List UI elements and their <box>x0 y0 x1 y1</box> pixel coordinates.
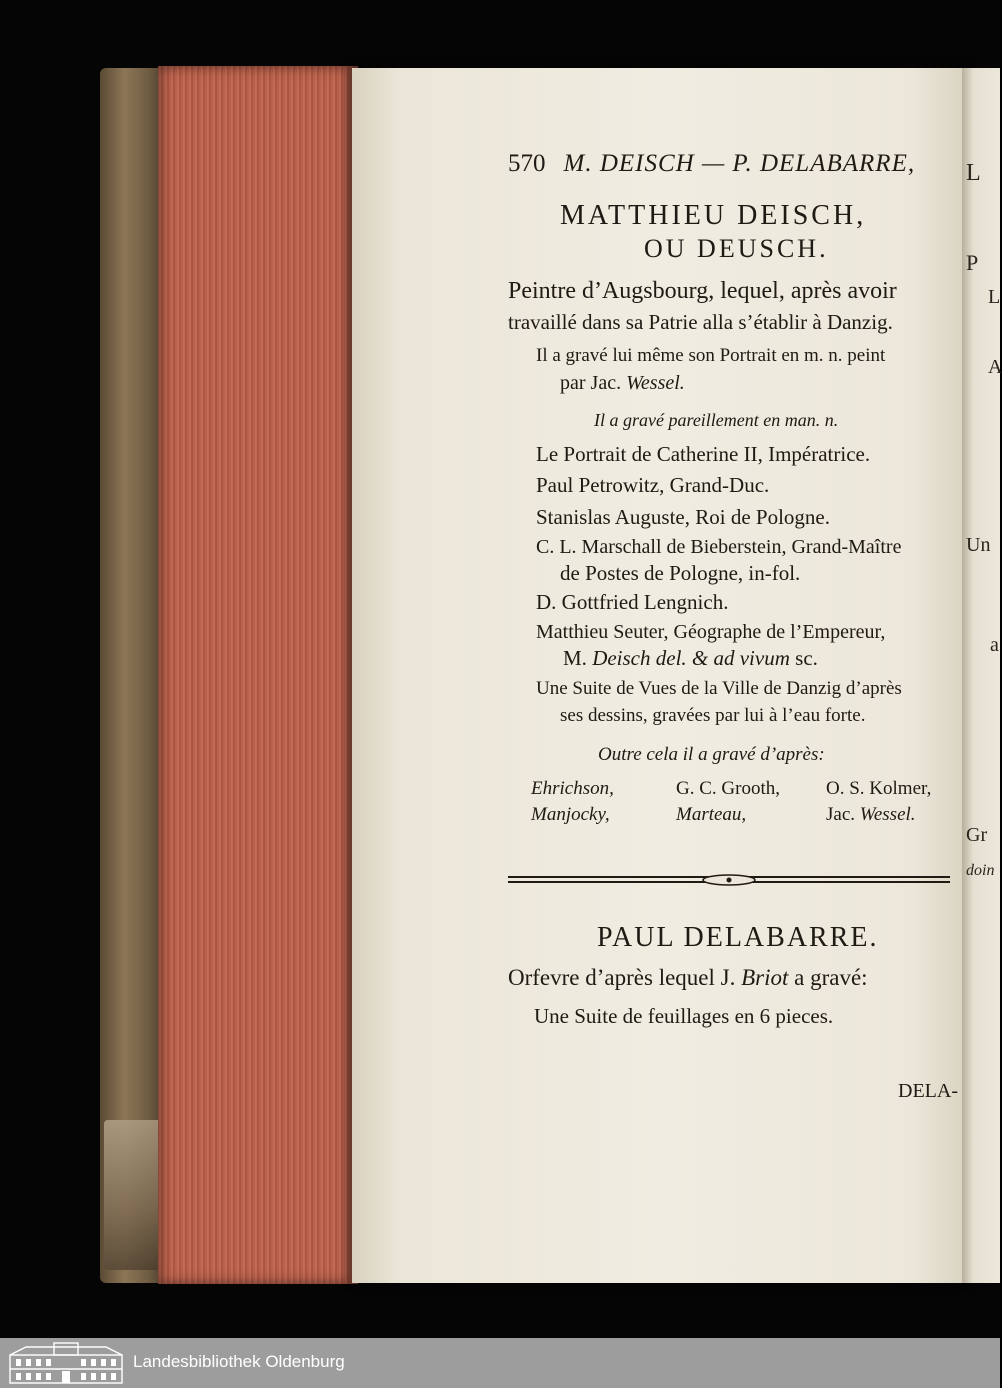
entry-intro-line: Peintre d’Augsbourg, lequel, après avoir <box>508 278 897 304</box>
work-item: Paul Petrowitz, Grand-Duc. <box>536 473 770 497</box>
facing-fragment: P <box>966 250 979 275</box>
facing-fragment: a <box>990 634 999 656</box>
text-run: a gravé: <box>788 965 868 990</box>
page-number: 570 <box>508 150 546 177</box>
catchword: DELA- <box>898 1080 958 1102</box>
running-head-title: M. DEISCH — P. DELABARRE, <box>563 150 916 177</box>
cover-corner <box>104 1120 164 1270</box>
engraver-name: Briot <box>741 965 789 990</box>
facing-fragment: L <box>966 160 981 186</box>
page-fore-edge <box>158 66 358 1284</box>
library-name: Landesbibliothek Oldenburg <box>133 1352 345 1371</box>
facing-fragment: Gr <box>966 824 988 846</box>
text-run: M. <box>563 646 593 670</box>
entry-heading: MATTHIEU DEISCH, <box>560 200 867 231</box>
entry-intro-line: travaillé dans sa Patrie alla s’établir à Danzig. <box>508 310 893 334</box>
library-footer <box>0 1338 1000 1388</box>
work-item: Une Suite de Vues de la Ville de Danzig d’après <box>536 678 902 699</box>
running-head <box>508 150 915 178</box>
work-item: C. L. Marschall de Bieberstein, Grand-Maître <box>536 536 902 558</box>
work-item-continued: de Postes de Pologne, in-fol. <box>560 561 801 585</box>
engraver-name: Wessel. <box>626 372 685 394</box>
artist-name: G. C. Grooth, <box>676 778 780 799</box>
text-run: Deisch del. & ad vivum <box>592 646 790 670</box>
work-item: Stanislas Auguste, Roi de Pologne. <box>536 505 830 529</box>
artist-name <box>826 804 916 826</box>
text-run: par Jac. <box>560 372 627 394</box>
entry-heading: PAUL DELABARRE. <box>597 922 879 953</box>
artist-name: Ehrichson, <box>531 778 614 799</box>
text-run: sc. <box>789 646 818 670</box>
entry-intro-line <box>508 965 868 991</box>
artist-name: O. S. Kolmer, <box>826 778 932 799</box>
facing-fragment: A <box>988 356 1002 378</box>
section-subhead: Outre cela il a gravé d’après: <box>598 744 825 765</box>
work-item: Matthieu Seuter, Géographe de l’Empereur, <box>536 621 886 643</box>
ornamental-rule <box>508 874 950 886</box>
artist-name: Marteau, <box>676 804 747 825</box>
paragraph-line: Il a gravé lui même son Portrait en m. n. peint <box>536 345 886 366</box>
work-item-continued: ses dessins, gravées par lui à l’eau forte. <box>560 705 866 726</box>
text-run: Jac. <box>826 804 860 825</box>
section-subhead: Il a gravé pareillement en man. n. <box>594 410 839 430</box>
paragraph-line <box>560 372 685 395</box>
text-run: Orfevre d’après lequel J. <box>508 965 742 990</box>
facing-fragment: doin <box>966 862 995 879</box>
facing-fragment: Un <box>966 534 991 556</box>
text-run: Wessel. <box>859 804 916 825</box>
work-item: Le Portrait de Catherine II, Impératrice. <box>536 442 871 466</box>
work-item: D. Gottfried Lengnich. <box>536 590 729 614</box>
entry-heading-alias: OU DEUSCH. <box>644 234 829 263</box>
work-item: Une Suite de feuillages en 6 pieces. <box>534 1004 834 1028</box>
library-building-icon <box>6 1341 126 1385</box>
facing-page <box>962 68 1000 1283</box>
facing-fragment: L <box>988 286 1001 308</box>
artist-name: Manjocky, <box>531 804 610 825</box>
work-item-continued <box>563 646 818 671</box>
